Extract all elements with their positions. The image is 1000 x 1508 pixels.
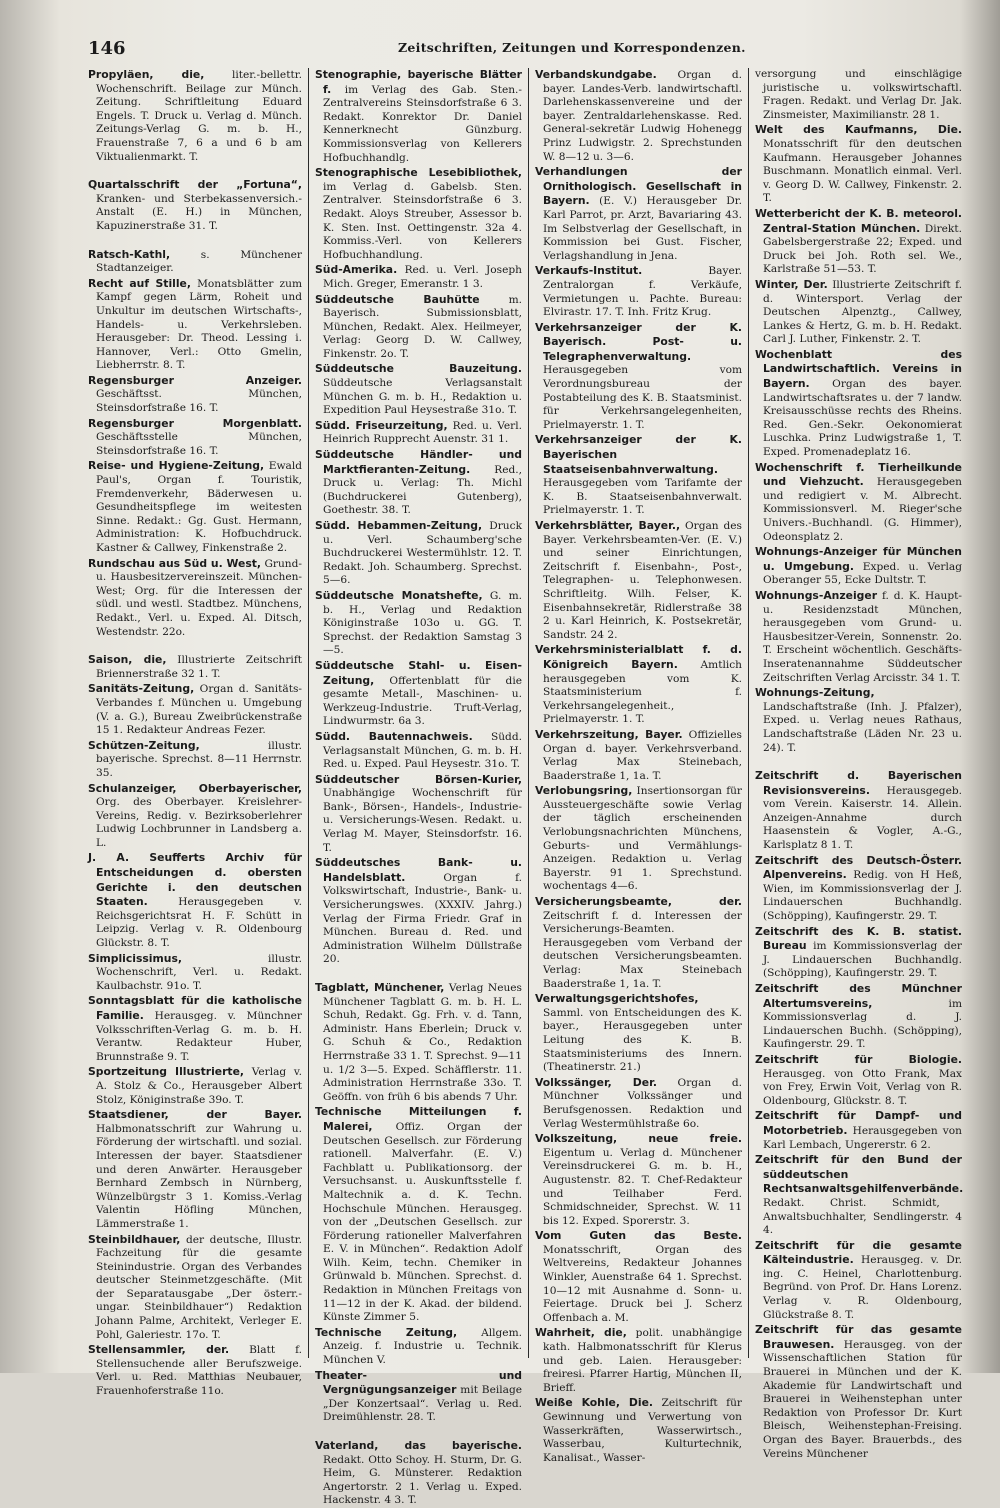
page-header: [88, 38, 960, 66]
directory-entry: [535, 433, 742, 518]
entry-text: illustr. Wochenschrift, Verl. u. Redakt. Kaulbachstr. 91o. T.: [96, 952, 302, 992]
entry-title: Reise- und Hygiene-Zeitung,: [88, 459, 265, 473]
entry-title: Süddeutsche Monatshefte,: [315, 588, 483, 602]
directory-entry: [535, 68, 742, 164]
directory-entry: [315, 1326, 522, 1368]
entry-title: Verkehrsblätter, Bayer.,: [535, 519, 681, 532]
entry-text: Kranken- und Sterbekassenversich.-Anstalt (E. H.) in München, Kapuzinerstraße 31. T.: [96, 192, 302, 232]
entry-title: J. A. Seufferts Archiv für Entscheidungen d. obersten Gerichte i. den deutschen Staaten.: [88, 851, 302, 909]
entry-text: der deutsche, Illustr. Fachzeitung für die gesamte Steinindustrie. Organ des Verbandes deutscher Steinmetzgeschäfte. (Mit der Separatausgabe „Der österr.-ungar. Steinbildhauer“) Redaktion Johann Palme, Architekt, Verleger E. Pohl, Galeriestr. 17o. T.: [96, 1233, 302, 1341]
entry-text: Herausgeg. von der Wissenschaftlichen Station für Brauerei in München und der K. Akademie für Landwirtschaft und Brauerei in Weihenstephan unter Redaktion von Professor Dr. Kurt Bleisch, Weihenstephan-Freising. Organ des Bayer. Brauerbds., des Vereins Münchener: [763, 1338, 962, 1460]
directory-entry: [535, 321, 742, 433]
entry-title: Verlobungsring,: [535, 784, 633, 798]
directory-entry: [315, 981, 522, 1104]
entry-text: Verlag v. A. Stolz & Co., Herausgeber Albert Stolz, Königinstraße 39o. T.: [96, 1066, 302, 1106]
entry-text: Blatt f. Stellensuchende aller Berufszweige. Verl. u. Red. Matthias Neubauer, Frauenhoferstraße 11o.: [96, 1344, 302, 1398]
directory-entry: [535, 728, 742, 783]
entry-text: im Verlag des Gab. Sten.-Zentralvereins Steinsdorfstraße 6 3. Redakt. Konrektor Dr. Daniel Kennerknecht Günzburg. Kommissionsverlag von Kellerers Hofbuchhandlg.: [323, 83, 522, 164]
directory-entry: [88, 851, 302, 950]
directory-entry: [88, 459, 302, 555]
entry-title: Zeitschrift des Münchner Altertumsvereins,: [755, 982, 962, 1010]
entry-title: Wohnungs-Anzeiger für München u. Umgebung.: [755, 545, 962, 573]
entry-title: Technische Mitteilungen f. Malerei,: [315, 1105, 522, 1133]
entry-title: Staatsdiener, der Bayer.: [88, 1108, 302, 1122]
entry-text: Direkt. Gabelsbergerstraße 22; Exped. und Druck bei Joh. Roth sel. We., Karlstraße 51—53. T.: [763, 222, 962, 276]
entry-text: Zeitschrift f. d. Interessen der Versicherungs-Beamten. Herausgegeben vom Verband der deutschen Versicherungsbeamten. Verlag: Max Steinebach Baaderstraße 1, 1a. T.: [543, 909, 742, 990]
entry-title: Schützen-Zeitung,: [88, 738, 200, 752]
directory-entry: [88, 557, 302, 640]
entry-text: m. Bayerisch. Submissionsblatt, München, Redakt. Alex. Heilmeyer, Verlag: Georg D. W. Callwey, Finkenstr. 2o. T.: [323, 293, 522, 360]
entry-text: Exped. u. Verlag Oberanger 55, Ecke Dultstr. T.: [763, 560, 962, 587]
directory-entry: [315, 1439, 522, 1508]
entry-text: Verlag Neues Münchener Tagblatt G. m. b. H. L. Schuh, Redakt. Gg. Frh. v. d. Tann, Administr. Hans Eberlein; Druck v. G. Schuh & Co., Redaktion Herrnstraße 33 1. T. Sprechst. 9—11 u. 1/2 3—5. Exped. Schäfflerstr. 11. Administration Herrnstraße 33o. T. Geöffn. von früh 6 bis abends 7 Uhr.: [323, 982, 522, 1103]
directory-entry: [88, 1108, 302, 1231]
entry-text: Bayer. Zentralorgan f. Verkäufe, Vermietungen u. Pachte. Bureau: Elvirastr. 17. T. Inh. Fritz Krug.: [543, 265, 742, 319]
entry-text: Offiz. Organ der Deutschen Gesellsch. zur Förderung rationell. Malverfahr. (E. V.) Fachblatt u. Publikationsorg. der Versuchsanst. u. Auskunftsstelle f. Maltechnik a. d. K. Techn. Hochschule München. Herausgeg. von der „Deutschen Gesellsch. zur Förderung rationeller Malverfahren E. V. in München“. Redaktion Adolf Wilh. Keim, techn. Chemiker in Grünwald b. München. Sprechst. d. Redaktion in München Freitags von 11—12 in der K. Akad. der bildend. Künste Zimmer 5.: [323, 1120, 522, 1324]
entry-title: Süddeutsche Stahl- u. Eisen-Zeitung,: [315, 658, 522, 687]
entry-text: Süddeutsche Verlagsanstalt München G. m. b. H., Redaktion u. Expedition Paul Heysestraße 31o. T.: [323, 377, 522, 417]
entry-title: Süd-Amerika.: [315, 263, 398, 277]
entry-text: im Kommissionsverlag d. J. Lindauerschen Buchh. (Schöpping), Kaufingerstr. 29. T.: [763, 997, 962, 1051]
directory-entry: [755, 925, 962, 981]
entry-text: Organ f. Volkswirtschaft, Industrie-, Bank- u. Versicherungswes. (XXXIV. Jahrg.) Verlag der Firma Friedr. Graf in München. Bureau d. Red. und Administration Wilhelm Düllstraße 20.: [323, 871, 522, 966]
directory-entry: [535, 1132, 742, 1228]
entry-text: Offizielles Organ d. bayer. Verkehrsverband. Verlag Max Steinebach, Baaderstraße 1, 1a. T.: [543, 728, 742, 782]
entry-title: Theater- und Vergnügungsanzeiger: [315, 1368, 522, 1397]
entry-title: Süddeutscher Börsen-Kurier,: [315, 772, 522, 786]
column-2: [308, 68, 528, 1507]
entry-text: Monatsschrift für den deutschen Kaufmann. Herausgeber Johannes Buschmann. Monatlich einmal. Verl. v. Georg D. W. Callwey, Finkenstr. 2. T.: [763, 137, 962, 205]
entry-text: G. m. b. H., Verlag und Redaktion Königinstraße 103o u. GG. T. Sprechst. der Redaktion Samstag 3—5.: [323, 589, 523, 657]
directory-entry: [535, 519, 742, 642]
entry-text: Geschäftsst. München, Steinsdorfstraße 16. T.: [96, 388, 302, 415]
directory-entry: [755, 1153, 962, 1238]
directory-entry: [755, 982, 962, 1052]
entry-title: Sportzeitung Illustrierte,: [88, 1065, 245, 1079]
entry-title: Verhandlungen der Ornithologisch. Gesellschaft in Bayern.: [535, 165, 742, 208]
directory-entry: [535, 1326, 742, 1395]
entry-title: Wetterbericht der K. B. meteorol. Zentral-Station München.: [755, 206, 962, 235]
entry-text: Redakt. Christ. Schmidt, Anwaltsbuchhalter, Sendlingerstr. 4 4.: [763, 1196, 962, 1237]
entry-text: Ewald Paul's, Organ f. Touristik, Fremdenverkehr, Bäderwesen u. Gesundheitspflege im weitesten Sinne. Redakt.: Gg. Gust. Hermann, Administration: K. Hofbuchdruck. Kastner & Callwey, Finkenstraße 2.: [96, 460, 302, 554]
entry-text: Illustrierte Zeitschrift f. d. Wintersport. Verlag der Deutschen Alpenztg., Callwey, Lankes & Hertz, G. m. b. H. Redakt. Carl J. Luther, Finkenstr. 2. T.: [763, 278, 962, 346]
directory-entry: [88, 682, 302, 737]
directory-entry: [315, 856, 522, 967]
directory-entry: [88, 248, 302, 276]
directory-entry: [88, 952, 302, 994]
entry-title: Schulanzeiger, Oberbayerischer,: [88, 781, 302, 795]
entry-title: Recht auf Stille,: [88, 276, 191, 290]
entry-text: Herausgeg. v. Dr. ing. C. Heinel, Charlottenburg. Begründ. von Prof. Dr. Hans Lorenz. Verlag v. R. Oldenbourg, Glückstraße 8. T.: [763, 1254, 962, 1321]
directory-entry: [755, 278, 962, 347]
entry-text: polit. unabhängige kath. Halbmonatsschrift für Klerus und geb. Laien. Herausgeber: freiresi. Pfarrer Hartig, München II, Brieff.: [543, 1327, 742, 1394]
entry-title: Versicherungsbeamte, der.: [535, 895, 742, 909]
entry-title: Wahrheit, die,: [535, 1326, 627, 1340]
entry-title: Verwaltungsgerichtshofes,: [535, 992, 699, 1006]
directory-entry: [315, 773, 522, 856]
entry-title: Zeitschrift für das gesamte Brauwesen.: [755, 1323, 962, 1351]
column-4: [748, 68, 968, 1460]
directory-entry: [88, 739, 302, 781]
entry-title: Verbandskundgabe.: [535, 68, 657, 81]
entry-text: Monatsblätter zum Kampf gegen Lärm, Roheit und Unkultur im deutschen Wirtschafts-, Handels- u. Verkehrsleben. Herausgeber: Dr. Theod. Lessing i. Hannover, Verl.: Otto Gmelin, Liebherrstr. 8. T.: [96, 277, 302, 372]
entry-text: Landschaftstraße (Inh. J. Pfalzer), Exped. u. Verlag neues Rathaus, Landschaftstraße (Läden Nr. 23 u. 24). T.: [763, 700, 962, 754]
directory-entry: [88, 1065, 302, 1107]
directory-entry: [88, 1343, 302, 1398]
directory-entry: [755, 545, 962, 588]
directory-entry: [88, 994, 302, 1064]
directory-entry: [315, 448, 522, 518]
entry-title: Süddeutsche Händler- und Marktfieranten-Zeitung.: [315, 448, 522, 476]
entry-title: Technische Zeitung,: [315, 1325, 458, 1339]
entry-text: Eigentum u. Verlag d. Münchener Vereinsdruckerei G. m. b. H., Augustenstr. 82. T. Chef-Redakteur und Teilhaber Ferd. Schmidschneider, Sprechst. W. 11 bis 12. Exped. Sporerstr. 3.: [543, 1146, 742, 1227]
entry-text: Geschäftsstelle München, Steinsdorfstraße 16. T.: [96, 431, 302, 457]
entry-text: Red. u. Verl. Heinrich Rupprecht Auenstr. 31 1.: [323, 419, 522, 446]
directory-entry: [535, 1229, 742, 1325]
entry-title: Sanitäts-Zeitung,: [88, 682, 195, 696]
entry-title: Wochenschrift f. Tierheilkunde und Viehzucht.: [755, 460, 962, 489]
entry-title: Tagblatt, Münchener,: [315, 981, 445, 994]
entry-title: Südd. Bautennachweis.: [315, 729, 473, 743]
entry-text: Herausgegeb. vom Verein. Kaiserstr. 14. Allein. Anzeigen-Annahme durch Haasenstein & Vogler, A.-G., Karlsplatz 8 1. T.: [763, 784, 962, 852]
entry-title: Zeitschrift für Dampf- und Motorbetrieb.: [755, 1109, 962, 1137]
entry-title: Wochenblatt des Landwirtschaftlich. Vereins in Bayern.: [755, 347, 962, 391]
directory-entry: [755, 769, 962, 853]
entry-title: Verkehrszeitung, Bayer.: [535, 727, 683, 741]
entry-title: Zeitschrift für Biologie.: [755, 1052, 962, 1066]
entry-text: Herausgegeben v. Reichsgerichtsrat H. F. Schütt in Leipzig. Verlag v. R. Oldenbourg Glückstr. 8. T.: [96, 896, 302, 950]
entry-title: Rundschau aus Süd u. West,: [88, 556, 262, 570]
directory-entry: [315, 519, 522, 588]
directory-entry: [88, 374, 302, 416]
entry-text: Redig. von H Heß, Wien, im Kommissionsverlag der J. Lindauerschen Buchhandlg. (Schöpping), Kaufingerstr. 29. T.: [763, 869, 962, 923]
entry-title: Verkehrsministerialblatt f. d. Königreich Bayern.: [535, 643, 742, 671]
entry-text: Unabhängige Wochenschrift für Bank-, Börsen-, Handels-, Industrie- u. Versicherungs-Wesen. Redakt. u. Verlag M. Mayer, Steinsdorfstr. 16. T.: [323, 787, 522, 854]
entry-title: Süddeutsche Bauzeitung.: [315, 362, 522, 376]
directory-entry: [755, 686, 962, 755]
directory-entry: [88, 782, 302, 851]
entry-title: Simplicissimus,: [88, 951, 182, 965]
directory-entry: [535, 1076, 742, 1131]
entry-title: Stenographische Lesebibliothek,: [315, 166, 522, 180]
entry-title: Wohnungs-Zeitung,: [755, 686, 875, 700]
entry-text: Herausgeg. v. Münchner Volksschriften-Verlag G. m. b. H. Verantw. Redakteur Huber, Brunnstraße 9. T.: [96, 1010, 302, 1063]
entry-title: Volkszeitung, neue freie.: [535, 1132, 742, 1146]
entry-title: Winter, Der.: [755, 277, 828, 291]
entry-text: Halbmonatsschrift zur Wahrung u. Förderung der wirtschaftl. und sozial. Interessen der bayer. Staatsdiener und deren Anwärter. Herausgeber Bernhard Zembsch in Nürnberg, Wünzelbürgstr 3 1. Komiss.-Verlag Valentin Höfling München, Lämmerstraße 1.: [96, 1122, 302, 1230]
directory-entry: [88, 277, 302, 373]
column-3: [528, 68, 748, 1464]
column-1: [88, 68, 308, 1398]
directory-entry: [755, 854, 962, 924]
entry-text: Zeitschrift für Gewinnung und Verwertung von Wasserkräften, Wasserwirtsch., Wasserbau, Kulturtechnik, Kanalisat., Wasser-: [543, 1397, 742, 1464]
entry-text: Herausgegeben vom Tarifamte der K. B. Staatseisenbahnverwalt. Prielmayerstr. 1. T.: [543, 477, 742, 517]
entry-text: Allgem. Anzeig. f. Industrie u. Technik. München V.: [323, 1326, 522, 1367]
entry-text: Red., Druck u. Verlag: Th. Michl (Buchdruckerei Gutenberg), Goethestr. 38. T.: [323, 463, 522, 517]
entry-title: Regensburger Morgenblatt.: [88, 416, 302, 430]
directory-entry: [755, 348, 962, 460]
entry-title: Volkssänger, Der.: [535, 1075, 657, 1089]
entry-text: im Kommissionsverlag der J. Lindauerschen Buchhandlg. (Schöpping), Kaufingerstr. 29. T.: [763, 940, 962, 980]
entry-title: Süddeutsches Bank- u. Handelsblatt.: [315, 856, 522, 884]
entry-text: Organ d. Münchner Volkssänger und Berufsgenossen. Redaktion und Verlag Westermühlstraße 6o.: [543, 1076, 742, 1130]
directory-entry: [755, 589, 962, 685]
entry-title: Wohnungs-Anzeiger: [755, 588, 878, 602]
directory-entry: [755, 207, 962, 277]
directory-entry: [315, 1105, 522, 1325]
entry-text: Illustrierte Zeitschrift Briennerstraße 32 1. T.: [96, 654, 302, 680]
directory-entry: [535, 784, 742, 894]
directory-entry: [315, 659, 522, 729]
directory-entry: [535, 1396, 742, 1465]
directory-entry: [315, 419, 522, 447]
entry-title: Vaterland, das bayerische.: [315, 1439, 522, 1452]
directory-entry: [315, 730, 522, 772]
entry-title: Zeitschrift des K. B. statist. Bureau: [755, 924, 962, 953]
entry-title: Sonntagsblatt für die katholische Familie.: [88, 994, 302, 1022]
entry-text: Organ des Bayer. Verkehrsbeamten-Ver. (E. V.) und seiner Einrichtungen, Zeitschrift f. Eisenbahn-, Post-, Telegraphen- u. Telephonwesen. Schriftleitg. Wilh. Felser, K. Eisenbahnsekretär, Ridlerstraße 38 2 u. Karl Heinrich, K. Postsekretär, Sandstr. 24 2.: [543, 520, 742, 641]
entry-title: Ratsch-Kathl,: [88, 247, 171, 261]
entry-text: Samml. von Entscheidungen des K. bayer., Herausgegeben unter Leitung des K. B. Staatsministeriums des Innern. (Theatinerstr. 21.): [543, 1006, 742, 1074]
entry-text: Herausgegeben von Karl Lembach, Ungererstr. 6 2.: [763, 1124, 962, 1151]
entry-title: Verkaufs-Institut.: [535, 264, 643, 278]
directory-entry: [315, 166, 522, 262]
directory-entry: [315, 589, 522, 658]
directory-entry: [535, 895, 742, 991]
entry-text: im Verlag d. Gabelsb. Sten. Zentralver. Steinsdorfstraße 6 3. Redakt. Aloys Streuber, Assessor b. K. Sten. Inst. Oettingenstr. 32a 4. Kommiss.-Verl. von Kellerers Hofbuchhandlung.: [323, 180, 522, 261]
entry-title: Südd. Friseurzeitung,: [315, 418, 448, 432]
directory-entry: [755, 461, 962, 545]
directory-entry: [315, 293, 522, 362]
entry-text: versorgung und einschlägige juristische u. volkswirtschaftl. Fragen. Redakt. und Verlag Dr. Jak. Zinsmeister, Maximilianstr. 28 1.: [755, 68, 962, 121]
entry-title: Verkehrsanzeiger der K. Bayerischen Staatseisenbahnverwaltung.: [535, 433, 742, 476]
running-title: Zeitschriften, Zeitungen und Korrespondenzen.: [398, 40, 746, 55]
directory-entry: [755, 123, 962, 206]
page-number: 146: [88, 38, 126, 59]
directory-entry: [755, 1109, 962, 1152]
directory-entry: [755, 1239, 962, 1323]
entry-title: Zeitschrift für die gesamte Kälteindustrie.: [755, 1238, 962, 1267]
entry-text: Amtlich herausgegeben vom K. Staatsministerium f. Verkehrsangelegenheit., Prielmayerstr. 1. T.: [543, 658, 743, 726]
entry-title: Welt des Kaufmanns, Die.: [755, 123, 962, 137]
entry-title: Stenographie, bayerische Blätter f.: [315, 68, 522, 96]
entry-text: Red. u. Verl. Joseph Mich. Greger, Emeranstr. 1 3.: [323, 264, 522, 290]
directory-entry: [88, 417, 302, 459]
entry-title: Zeitschrift des Deutsch-Österr. Alpenvereins.: [755, 853, 962, 882]
directory-entry: [315, 1369, 522, 1425]
directory-entry: [315, 362, 522, 417]
entry-text: Organ d. bayer. Landes-Verb. landwirtschaftl. Darlehenskassenvereine und der bayer. Zentraldarlehenskasse. Red. General-sekretär Ludwig Hohenegg Prinz Ludwigstr. 2. Sprechstunden W. 8—12 u. 3—6.: [543, 69, 742, 163]
text-columns: [88, 68, 968, 1507]
directory-entry: [315, 68, 522, 165]
entry-text: s. Münchener Stadtanzeiger.: [96, 248, 302, 275]
entry-title: Zeitschrift für den Bund der süddeutschen Rechtsanwaltsgehilfenverbände.: [755, 1153, 964, 1196]
directory-entry: [88, 1233, 302, 1343]
directory-entry: [88, 68, 302, 164]
directory-entry: [755, 1053, 962, 1108]
entry-text: Organ des bayer. Landwirtschaftsrates u. der 7 landw. Kreisausschüsse rechts des Rheins. Red. Gen.-Sekr. Oekonomierat Luschka. Prinz Ludwigstraße 1, T. Exped. Promenadeplatz 16.: [763, 378, 962, 459]
entry-text: mit Beilage „Der Konzertsaal“. Verlag u. Red. Dreimühlenstr. 28. T.: [323, 1384, 522, 1424]
entry-title: Saison, die,: [88, 653, 167, 667]
entry-text: Organ d. Sanitäts-Verbandes f. München u. Umgebung (V. a. G.), Bureau Zweibrückenstraße 15 1. Redakteur Andreas Fezer.: [96, 683, 302, 737]
directory-entry: [88, 653, 302, 681]
directory-entry: [535, 992, 742, 1075]
directory-entry: [535, 264, 742, 319]
directory-entry: [88, 178, 302, 233]
directory-entry: [535, 643, 742, 727]
directory-entry: [535, 165, 742, 263]
entry-title: Steinbildhauer,: [88, 1232, 181, 1246]
entry-text: Druck u. Verl. Schaumberg'sche Buchdruckerei Westermühlstr. 12. T. Redakt. Joh. Schaumberg. Sprechst. 5—6.: [323, 520, 522, 587]
entry-text: illustr. bayerische. Sprechst. 8—11 Herrnstr. 35.: [96, 739, 302, 779]
entry-text: Herausgegeben vom Verordnungsbureau der Postabteilung des K. B. Staatsminist. für Verkehrsangelegenheiten, Prielmayerstr. 1. T.: [543, 364, 742, 431]
entry-title: Regensburger Anzeiger.: [88, 373, 302, 387]
entry-text: Offertenblatt für die gesamte Metall-, Maschinen- u. Werkzeug-Industrie. Truft-Verlag, Lindwurmstr. 6a 3.: [323, 674, 522, 728]
entry-title: Süddeutsche Bauhütte: [315, 292, 480, 306]
entry-title: Vom Guten das Beste.: [535, 1229, 742, 1243]
entry-text: liter.-bellettr. Wochenschrift. Beilage zur Münch. Zeitung. Schriftleitung Eduard Engels. T. Druck u. Verlag d. Münch. Zeitungs-Verlag G. m. b. H., Frauenstraße 7, 6 a und 6 b am Viktualienmarkt. T.: [96, 69, 302, 163]
entry-text: f. d. K. Haupt- u. Residenzstadt München, herausgegeben vom Grund- u. Hausbesitzer-Verein, Sonnenstr. 2o. T. Erscheint wöchentlich. Geschäfts-Inseratenannahme Süddeutscher Zeitschriften Verlag Arcisstr. 34 1. T.: [763, 589, 962, 684]
entry-title: Weiße Kohle, Die.: [535, 1396, 653, 1410]
directory-entry: [315, 263, 522, 291]
entry-text: Südd. Verlagsanstalt München, G. m. b. H. Red. u. Exped. Paul Heysestr. 31o. T.: [323, 730, 522, 771]
entry-text: Org. des Oberbayer. Kreislehrer-Vereins, Redig. v. Bezirksoberlehrer Ludwig Lochbrunner in Landsberg a. L.: [96, 796, 302, 849]
entry-title: Propyläen, die,: [88, 68, 205, 81]
directory-entry: [755, 1323, 962, 1461]
entry-text: Herausgegeben und redigiert v. M. Albrecht. Kommissionsverl. M. Rieger'sche Univers.-Buchhandl. (G. Himmer), Odeonsplatz 2.: [763, 476, 962, 543]
entry-text: Redakt. Otto Schoy. H. Sturm, Dr. G. Heim, G. Münsterer. Redaktion Angertorstr. 2 1. Verlag u. Exped. Hackenstr. 4 3. T.: [323, 1453, 522, 1507]
entry-text: Grund- u. Hausbesitzervereinszeit. München-West; Org. für die Interessen der südl. und westl. Stadtbez. Münchens, Redakt., Verl. u. Exped. Al. Ditsch, Westendstr. 22o.: [96, 557, 302, 638]
entry-text: (E. V.) Herausgeber Dr. Karl Parrot, pr. Arzt, Bavariaring 43. Im Selbstverlag der Gesellschaft, in Kommission bei Gust. Fischer, Verlagshandlung in Jena.: [543, 195, 742, 262]
entry-title: Quartalsschrift der „Fortuna“,: [88, 178, 302, 192]
entry-title: Südd. Hebammen-Zeitung,: [315, 519, 483, 532]
entry-text: Herausgeg. von Otto Frank, Max von Frey, Erwin Voit, Verlag von R. Oldenbourg, Glückstr. 8. T.: [763, 1067, 962, 1107]
entry-title: Zeitschrift d. Bayerischen Revisionsvereins.: [755, 769, 962, 797]
entry-title: Verkehrsanzeiger der K. Bayerisch. Post- u. Telegraphenverwaltung.: [535, 320, 742, 363]
entry-text: Insertionsorgan für Aussteuergeschäfte sowie Verlag der täglich erscheinenden Verlobungsnachrichten Münchens, Geburts- und Vermählungs-Anzeigen. Redaktion u. Verlag Bayerstr. 91 1. Sprechstund. wochentags 4—6.: [543, 785, 742, 893]
entry-text: Monatsschrift, Organ des Weltvereins, Redakteur Johannes Winkler, Auenstraße 64 1. Sprechst. 10—12 mit Ausnahme d. Sonn- u. Feiertage. Druck bei J. Scherz Offenbach a. M.: [543, 1243, 742, 1324]
directory-entry: [755, 68, 962, 122]
entry-title: Stellensammler, der.: [88, 1343, 230, 1357]
